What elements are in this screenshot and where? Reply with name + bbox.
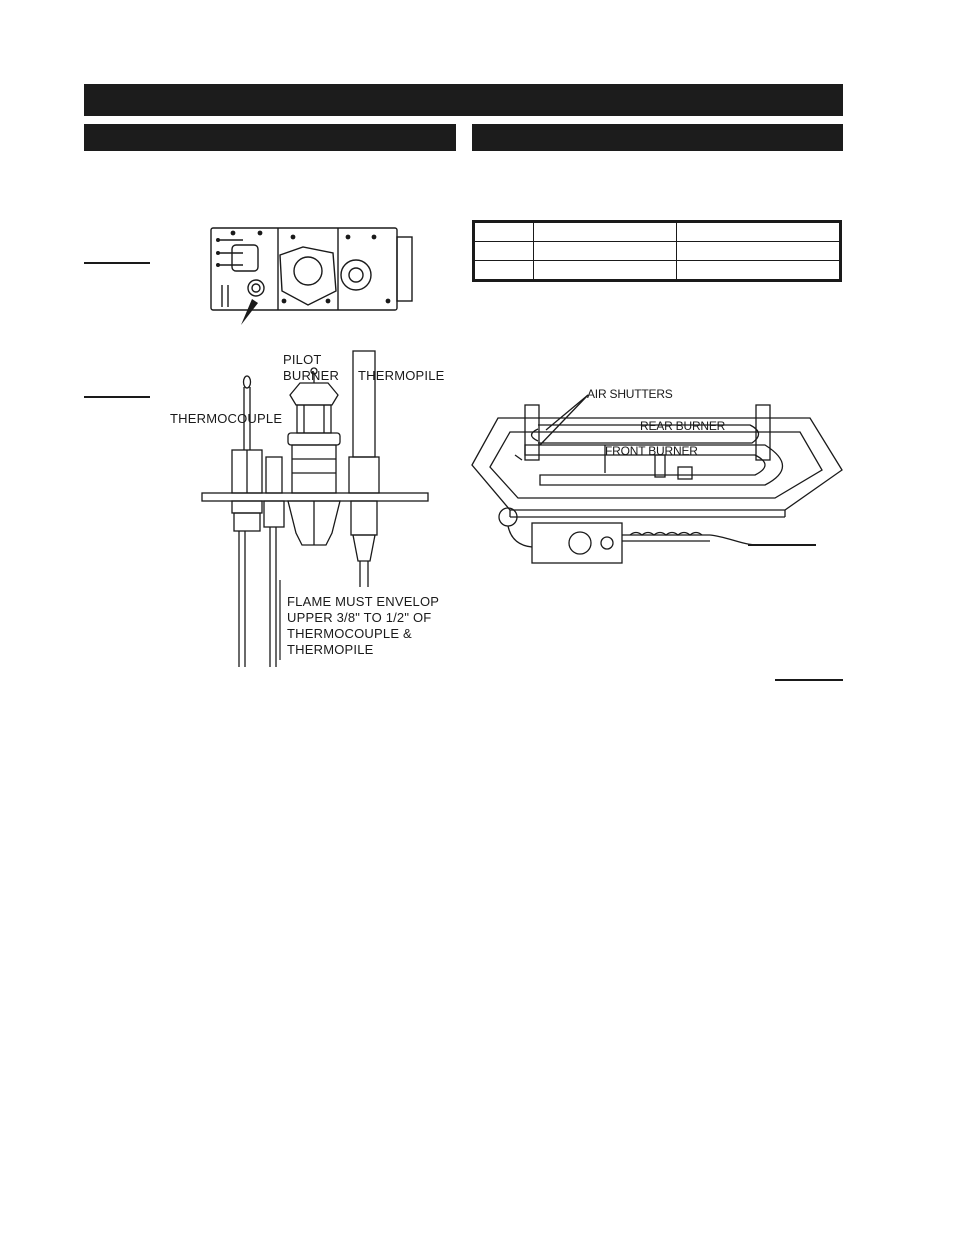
- table-cell: [677, 222, 841, 242]
- burner-assembly-drawing: [470, 385, 850, 585]
- table-cell: [534, 242, 677, 261]
- flame-note-leader: [279, 580, 289, 660]
- figure-caption-rule-1: [84, 262, 150, 264]
- left-section-header-bar: [84, 124, 456, 151]
- main-header-bar: [84, 84, 843, 116]
- figure-caption-rule-2: [84, 396, 150, 398]
- table-cell: [677, 261, 841, 281]
- table-row: [474, 222, 841, 242]
- pilot-burner-label: PILOT BURNER: [283, 352, 340, 383]
- table-cell: [474, 242, 534, 261]
- table-cell: [534, 222, 677, 242]
- table-cell: [534, 261, 677, 281]
- table-row: [474, 242, 841, 261]
- table-cell: [474, 261, 534, 281]
- front-burner-label: FRONT BURNER: [605, 444, 698, 458]
- table-cell: [474, 222, 534, 242]
- flame-note-label: FLAME MUST ENVELOP UPPER 3/8" TO 1/2" OF THERMOCOUPLE & THERMOPILE: [287, 594, 440, 657]
- air-shutters-label: AIR SHUTTERS: [587, 387, 673, 401]
- figure-caption-rule-3: [748, 544, 816, 546]
- rear-burner-label: REAR BURNER: [640, 419, 726, 433]
- figure-caption-rule-4: [775, 679, 843, 681]
- gas-valve-drawing: [208, 225, 428, 325]
- table-row: [474, 261, 841, 281]
- thermopile-label: THERMOPILE: [358, 368, 445, 383]
- table-cell: [677, 242, 841, 261]
- spec-table: [472, 220, 842, 282]
- thermocouple-label: THERMOCOUPLE: [170, 411, 283, 426]
- right-section-header-bar: [472, 124, 843, 151]
